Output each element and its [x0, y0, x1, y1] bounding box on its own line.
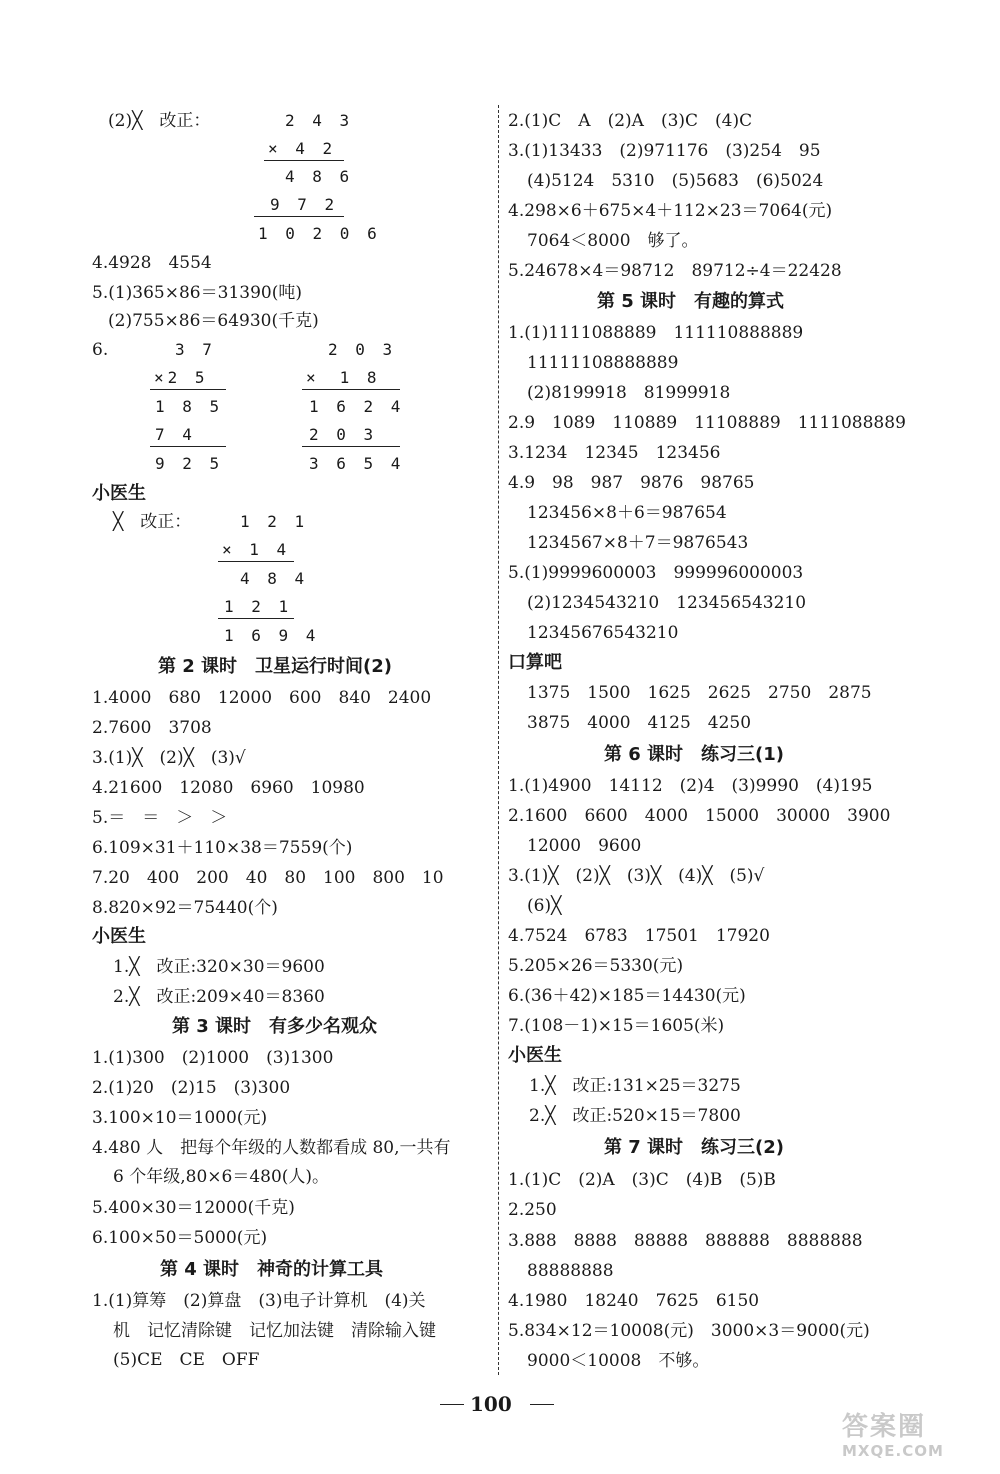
- answer-line: 2.╳ 改正:520×15＝7800: [529, 1106, 741, 1126]
- answer-line: 4.21600 12080 6960 10980: [92, 778, 365, 798]
- watermark: [842, 1412, 944, 1460]
- answer-line: 4.298×6＋675×4＋112×23＝7064(元): [508, 201, 833, 221]
- oral-heading: 口算吧: [508, 652, 562, 673]
- calc-row: 9 2 5: [155, 454, 224, 473]
- answer-line: 4.9 98 987 9876 98765: [508, 473, 755, 493]
- answer-line: 1.╳ 改正:131×25＝3275: [529, 1076, 741, 1096]
- calc-row: 4 8 6: [285, 167, 354, 186]
- lesson-heading: 第 5 课时 有趣的算式: [597, 291, 785, 312]
- answer-line: ╳ 改正：: [113, 512, 192, 532]
- answer-line: 123456×8＋6＝987654: [527, 503, 727, 523]
- doctor-heading: 小医生: [508, 1045, 562, 1066]
- answer-line: 2.╳ 改正:209×40＝8360: [113, 987, 325, 1007]
- answer-line: 2.(1)C A (2)A (3)C (4)C: [508, 111, 753, 131]
- answer-line: 5.24678×4＝98712 89712÷4＝22428: [508, 261, 842, 281]
- answer-line: (4)5124 5310 (5)5683 (6)5024: [527, 171, 824, 191]
- lesson-heading: 第 4 课时 神奇的计算工具: [160, 1259, 384, 1280]
- calc-row: 1 6 2 4: [309, 397, 405, 416]
- calc-rule: [302, 446, 400, 447]
- answer-line: (6)╳: [527, 896, 562, 916]
- calc-row: 3 6 5 4: [309, 454, 405, 473]
- answer-line: 3.(1)13433 (2)971176 (3)254 95: [508, 141, 821, 161]
- answer-line: 9000＜10008 不够。: [527, 1351, 710, 1371]
- answer-line: 11111108888889: [527, 353, 679, 373]
- watermark-title: 答案圈: [842, 1412, 927, 1442]
- doctor-heading: 小医生: [92, 926, 146, 947]
- answer-line: 4.480 人 把每个年级的人数都看成 80,一共有: [92, 1138, 451, 1158]
- answer-line: 2.1600 6600 4000 15000 30000 3900: [508, 806, 891, 826]
- page-number-dash-right: [530, 1404, 554, 1405]
- page-number: 100: [470, 1392, 512, 1416]
- answer-line: 7.(108－1)×15＝1605(米): [508, 1016, 725, 1036]
- answer-line: 1.(1)1111088889 111110888889: [508, 323, 804, 343]
- calc-row: 2 0 3: [328, 340, 397, 359]
- calc-row: 1 6 9 4: [224, 626, 320, 645]
- page-number-dash-left: [440, 1404, 464, 1405]
- lesson-heading: 第 6 课时 练习三(1): [604, 744, 785, 765]
- calc-row: 1 8 5: [155, 397, 224, 416]
- answer-line: 6.109×31＋110×38＝7559(个): [92, 838, 353, 858]
- calc-row: × 1 8: [306, 368, 381, 387]
- answer-line: 4.1980 18240 7625 6150: [508, 1291, 760, 1311]
- calc-row: 4 8 4: [240, 569, 309, 588]
- lesson-heading: 第 2 课时 卫星运行时间(2): [158, 656, 393, 677]
- calc-row: 3 7: [175, 340, 216, 359]
- calc-row: 2 0 3: [309, 425, 378, 444]
- answer-line: (2)8199918 81999918: [527, 383, 731, 403]
- calc-row: ×2 5: [154, 368, 209, 387]
- column-divider: [498, 105, 499, 1375]
- answer-line: 5.205×26＝5330(元): [508, 956, 684, 976]
- answer-line: 5.(1)365×86＝31390(吨): [92, 283, 302, 303]
- answer-line: 机 记忆清除键 记忆加法键 清除输入键: [113, 1321, 436, 1341]
- answer-line: 2.9 1089 110889 11108889 1111088889: [508, 413, 906, 433]
- answer-line: 8.820×92＝75440(个): [92, 898, 278, 918]
- calc-rule: [254, 216, 344, 217]
- answer-line: 12000 9600: [527, 836, 642, 856]
- answer-line: 2.(1)20 (2)15 (3)300: [92, 1078, 291, 1098]
- calc-row: × 4 2: [268, 139, 337, 158]
- answer-line: 1.(1)C (2)A (3)C (4)B (5)B: [508, 1170, 776, 1190]
- calc-row: × 1 4: [222, 540, 291, 559]
- answer-line: 6.(36＋42)×185＝14430(元): [508, 986, 746, 1006]
- answer-line: 1.(1)300 (2)1000 (3)1300: [92, 1048, 334, 1068]
- answer-line: 6.100×50＝5000(元): [92, 1228, 268, 1248]
- answer-line: 7.20 400 200 40 80 100 800 10: [92, 868, 444, 888]
- answer-line: 4.7524 6783 17501 17920: [508, 926, 770, 946]
- answer-line: (2)╳ 改正：: [108, 111, 211, 131]
- answer-line: 1.╳ 改正:320×30＝9600: [113, 957, 325, 977]
- answer-line: 5.834×12＝10008(元) 3000×3＝9000(元): [508, 1321, 870, 1341]
- answer-line: 1375 1500 1625 2625 2750 2875: [527, 683, 872, 703]
- answer-line: 6 个年级,80×6＝480(人)。: [113, 1167, 330, 1187]
- answer-line: 2.250: [508, 1200, 557, 1220]
- answer-line: 88888888: [527, 1261, 614, 1281]
- calc-rule: [218, 618, 294, 619]
- answer-line: 1234567×8＋7＝9876543: [527, 533, 749, 553]
- watermark-url: MXQE.COM: [842, 1442, 944, 1460]
- answer-line: 5.(1)9999600003 999996000003: [508, 563, 804, 583]
- lesson-heading: 第 7 课时 练习三(2): [604, 1137, 785, 1158]
- calc-row: 2 4 3: [285, 111, 354, 130]
- calc-rule: [302, 389, 400, 390]
- calc-rule: [150, 389, 226, 390]
- answer-line: 3.888 8888 88888 888888 8888888: [508, 1231, 863, 1251]
- answer-line: 3.(1)╳ (2)╳ (3)√: [92, 748, 246, 768]
- calc-row: 7 4: [155, 425, 196, 444]
- answer-line: 3.100×10＝1000(元): [92, 1108, 268, 1128]
- calc-rule: [264, 160, 344, 161]
- doctor-heading: 小医生: [92, 483, 146, 504]
- calc-row: 9 7 2: [270, 195, 339, 214]
- answer-line: 5.＝ ＝ ＞ ＞: [92, 808, 228, 828]
- answer-line: 4.4928 4554: [92, 253, 212, 273]
- answer-line: 1.(1)4900 14112 (2)4 (3)9990 (4)195: [508, 776, 873, 796]
- calc-rule: [150, 446, 226, 447]
- calc-row: 1 0 2 0 6: [258, 224, 381, 243]
- calc-row: 1 2 1: [240, 512, 309, 531]
- answer-line: 12345676543210: [527, 623, 679, 643]
- answer-line: (2)755×86＝64930(千克): [108, 311, 319, 331]
- answer-line: (5)CE CE OFF: [113, 1350, 260, 1370]
- answer-line: 3.1234 12345 123456: [508, 443, 721, 463]
- answer-line: 3.(1)╳ (2)╳ (3)╳ (4)╳ (5)√: [508, 866, 765, 886]
- answer-line: (2)1234543210 123456543210: [527, 593, 807, 613]
- answer-line: 3875 4000 4125 4250: [527, 713, 752, 733]
- answer-line: 2.7600 3708: [92, 718, 212, 738]
- answer-line: 1.(1)算筹 (2)算盘 (3)电子计算机 (4)关: [92, 1291, 426, 1311]
- answer-line: 5.400×30＝12000(千克): [92, 1198, 295, 1218]
- answer-line: 7064＜8000 够了。: [527, 231, 699, 251]
- answer-line: 1.4000 680 12000 600 840 2400: [92, 688, 432, 708]
- answer-line: 6.: [92, 340, 109, 360]
- calc-row: 1 2 1: [224, 597, 293, 616]
- lesson-heading: 第 3 课时 有多少名观众: [172, 1016, 378, 1037]
- calc-rule: [218, 561, 294, 562]
